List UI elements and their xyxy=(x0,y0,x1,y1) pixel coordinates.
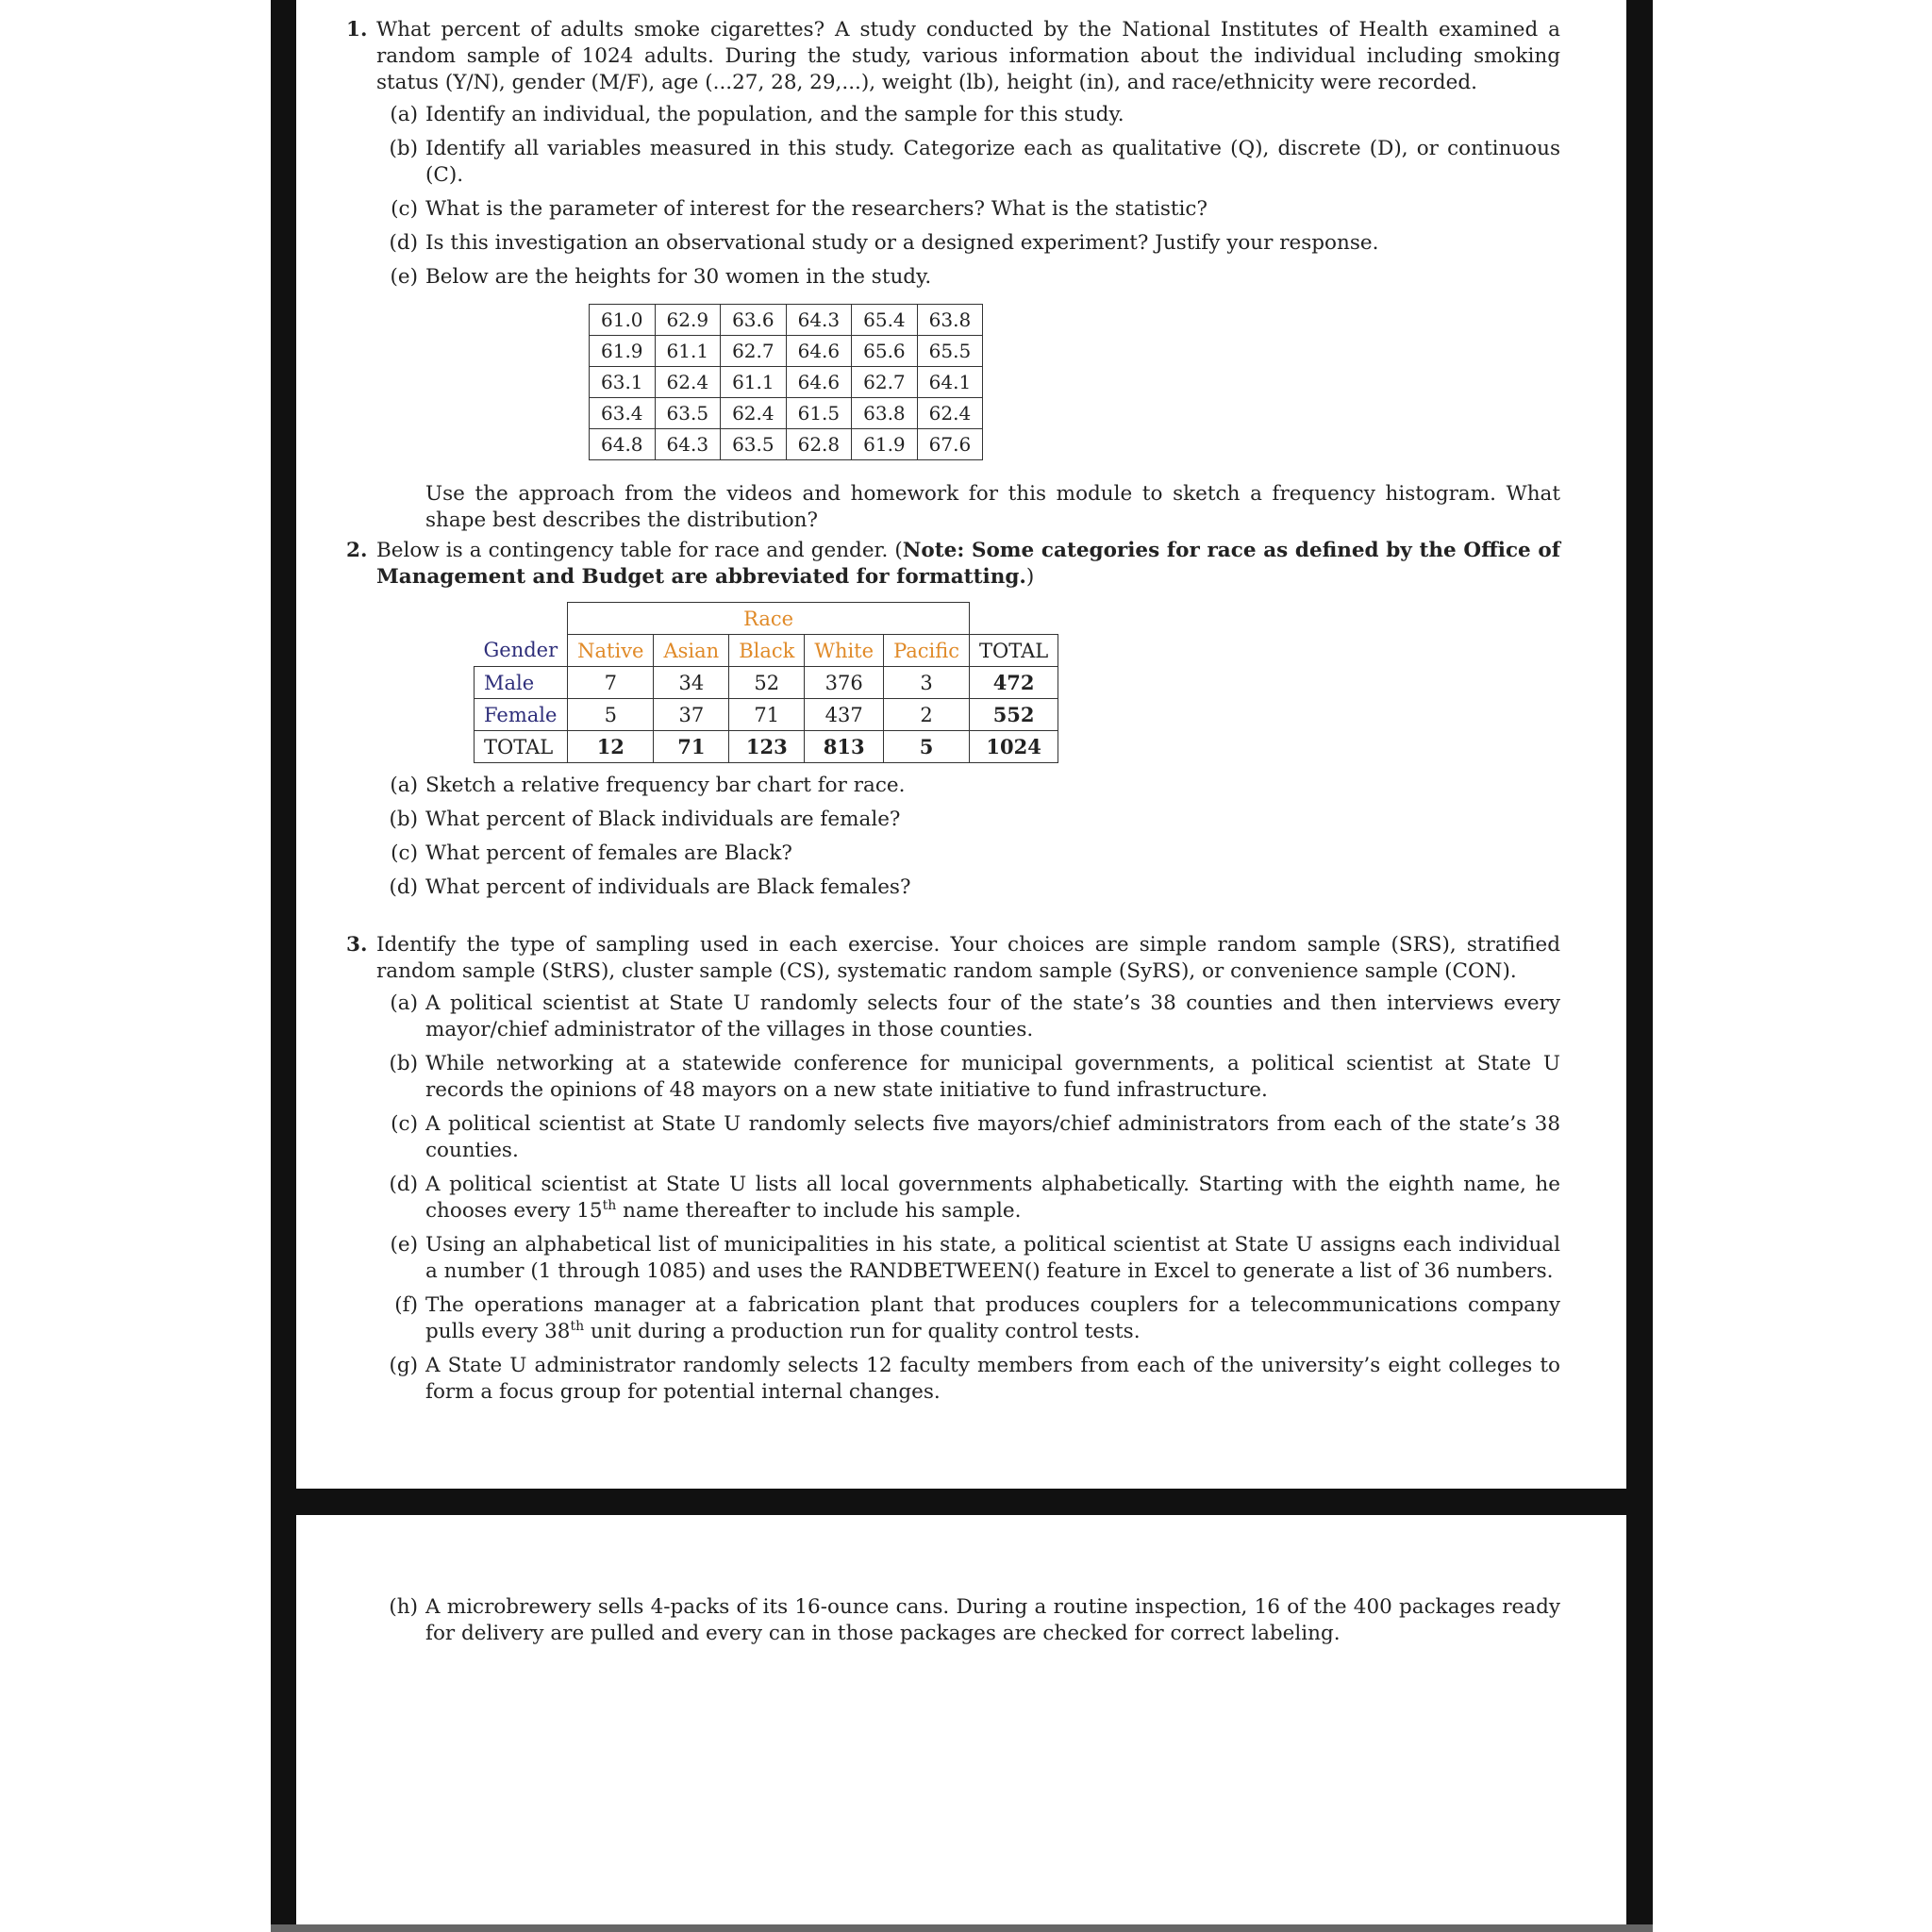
table-cell: 5 xyxy=(568,699,654,731)
part-label: (a) xyxy=(390,991,418,1015)
q3-part-h xyxy=(376,1594,1560,1647)
table-cell: 71 xyxy=(729,699,805,731)
part-label: (b) xyxy=(389,808,418,831)
question-3-text: Identify the type of sampling used in each exercise. Your choices are simple random sample (SRS), stratified random sample (StRS), cluster sample (CS), systematic random sample (SyRS), or convenience sample (CON). xyxy=(376,933,1560,983)
table-row xyxy=(475,731,1058,763)
total-header: TOTAL xyxy=(970,635,1058,667)
part-label: (c) xyxy=(391,1112,418,1136)
table-cell: 62.4 xyxy=(655,367,721,398)
q2-part-a xyxy=(376,773,1560,799)
table-row xyxy=(590,305,983,336)
contingency-table xyxy=(474,602,1058,763)
table-cell: 376 xyxy=(805,667,884,699)
question-1 xyxy=(346,17,1560,534)
row-total: 552 xyxy=(970,699,1058,731)
q3-part-g xyxy=(376,1353,1560,1406)
col-total: 813 xyxy=(805,731,884,763)
part-text: unit during a production run for quality control tests. xyxy=(584,1320,1141,1343)
table-cell: 65.6 xyxy=(852,336,918,367)
question-1-followup: Use the approach from the videos and homework for this module to sketch a frequency histogram. What shape best describes the distribution? xyxy=(425,482,1560,532)
part-label: (a) xyxy=(390,103,418,126)
table-cell: 63.6 xyxy=(721,305,787,336)
part-text: Using an alphabetical list of municipalities in his state, a political scientist at State U assigns each individual a number (1 through 1085) and uses the RANDBETWEEN() feature in Excel to generate a list of 36 numbers. xyxy=(425,1233,1560,1283)
table-cell: 63.4 xyxy=(590,398,656,429)
question-2-number: 2. xyxy=(346,539,368,562)
part-text: Identify an individual, the population, and the sample for this study. xyxy=(425,103,1124,126)
col-total: 123 xyxy=(729,731,805,763)
q1-part-b xyxy=(376,136,1560,189)
q2-part-c xyxy=(376,841,1560,867)
q3-part-e xyxy=(376,1232,1560,1285)
q1-part-d xyxy=(376,230,1560,257)
row-header: Male xyxy=(475,667,568,699)
q1-part-a xyxy=(376,102,1560,128)
row-header: Female xyxy=(475,699,568,731)
table-cell: 63.1 xyxy=(590,367,656,398)
table-cell: 64.8 xyxy=(590,429,656,460)
table-cell: 61.5 xyxy=(786,398,852,429)
part-label: (e) xyxy=(390,265,418,289)
q3-part-a xyxy=(376,991,1560,1043)
part-text: A microbrewery sells 4-packs of its 16-ounce cans. During a routine inspection, 16 of the 400 packages ready for delivery are pulled and every can in those packages are checked for correct labeling. xyxy=(425,1595,1560,1645)
part-text: The operations manager at a fabrication plant that produces couplers for a telecommunications company pulls every 38 xyxy=(425,1293,1560,1343)
table-cell: 63.8 xyxy=(917,305,983,336)
part-label: (a) xyxy=(390,774,418,797)
col-total: 5 xyxy=(884,731,970,763)
table-row xyxy=(475,667,1058,699)
table-cell: 61.1 xyxy=(721,367,787,398)
document-page-1 xyxy=(296,0,1626,1489)
totals-row-header: TOTAL xyxy=(475,731,568,763)
table-cell: 64.1 xyxy=(917,367,983,398)
q3-part-f xyxy=(376,1292,1560,1345)
q3-part-d xyxy=(376,1172,1560,1224)
part-text: A State U administrator randomly selects 12 faculty members from each of the university’s eight colleges to form a focus group for potential internal changes. xyxy=(425,1354,1560,1404)
q1-part-c xyxy=(376,196,1560,223)
part-text: Below are the heights for 30 women in the study. xyxy=(425,265,932,289)
part-label: (e) xyxy=(390,1233,418,1257)
table-cell: 62.9 xyxy=(655,305,721,336)
table-cell: 64.6 xyxy=(786,336,852,367)
table-cell: 7 xyxy=(568,667,654,699)
gender-header: Gender xyxy=(483,639,558,662)
table-cell: 3 xyxy=(884,667,970,699)
part-label: (d) xyxy=(389,875,418,899)
part-text: Sketch a relative frequency bar chart for race. xyxy=(425,774,906,797)
table-row xyxy=(475,699,1058,731)
q2-part-d xyxy=(376,874,1560,901)
part-label: (f) xyxy=(394,1293,418,1317)
part-text: A political scientist at State U randomly selects five mayors/chief administrators from each of the state’s 38 counties. xyxy=(425,1112,1560,1162)
part-text: What percent of females are Black? xyxy=(425,841,792,865)
col-total: 12 xyxy=(568,731,654,763)
table-cell: 64.6 xyxy=(786,367,852,398)
heights-table xyxy=(589,304,983,460)
question-2 xyxy=(346,538,1560,908)
document-page-2 xyxy=(296,1515,1626,1924)
grand-total: 1024 xyxy=(970,731,1058,763)
ordinal-suffix: th xyxy=(602,1197,617,1213)
table-cell: 62.7 xyxy=(852,367,918,398)
part-text: While networking at a statewide conference for municipal governments, a political scientist at State U records the opinions of 48 mayors on a new state initiative to fund infrastructure. xyxy=(425,1052,1560,1102)
table-cell: 67.6 xyxy=(917,429,983,460)
part-text: A political scientist at State U randomly selects four of the state’s 38 counties and then interviews every mayor/chief administrator of the villages in those counties. xyxy=(425,991,1560,1041)
part-label: (d) xyxy=(389,1173,418,1196)
table-row xyxy=(590,336,983,367)
col-header: White xyxy=(805,635,884,667)
table-cell: 62.8 xyxy=(786,429,852,460)
table-row xyxy=(590,367,983,398)
col-header: Pacific xyxy=(884,635,970,667)
col-header: Native xyxy=(568,635,654,667)
question-1-number: 1. xyxy=(346,18,368,42)
question-2-intro: Below is a contingency table for race and gender. ( xyxy=(376,539,903,562)
question-2-note: Note: Some categories for race as defined by the Office of Management and Budget are abbreviated for formatting. xyxy=(376,539,1560,589)
table-cell: 63.5 xyxy=(721,429,787,460)
col-header: Black xyxy=(729,635,805,667)
table-cell: 61.1 xyxy=(655,336,721,367)
table-cell: 65.4 xyxy=(852,305,918,336)
part-label: (c) xyxy=(391,841,418,865)
table-cell: 65.5 xyxy=(917,336,983,367)
table-cell: 63.5 xyxy=(655,398,721,429)
table-cell: 37 xyxy=(654,699,729,731)
part-label: (g) xyxy=(389,1354,418,1377)
part-text: What percent of individuals are Black females? xyxy=(425,875,911,899)
scroll-strip[interactable] xyxy=(271,1924,1653,1932)
table-row xyxy=(475,635,1058,667)
part-label: (b) xyxy=(389,137,418,160)
table-cell: 61.0 xyxy=(590,305,656,336)
table-cell: 61.9 xyxy=(590,336,656,367)
table-cell: 64.3 xyxy=(655,429,721,460)
part-label: (d) xyxy=(389,231,418,255)
question-2-close: ) xyxy=(1025,565,1035,589)
question-3-number: 3. xyxy=(346,933,368,957)
part-text: What percent of Black individuals are female? xyxy=(425,808,901,831)
part-label: (b) xyxy=(389,1052,418,1075)
table-cell: 2 xyxy=(884,699,970,731)
row-total: 472 xyxy=(970,667,1058,699)
part-text: Identify all variables measured in this study. Categorize each as qualitative (Q), discrete (D), or continuous (C). xyxy=(425,137,1560,187)
col-header: Asian xyxy=(654,635,729,667)
table-row xyxy=(590,398,983,429)
table-cell: 62.7 xyxy=(721,336,787,367)
part-label: (h) xyxy=(389,1595,418,1619)
table-cell: 34 xyxy=(654,667,729,699)
part-text: What is the parameter of interest for the researchers? What is the statistic? xyxy=(425,197,1208,221)
part-label: (c) xyxy=(391,197,418,221)
table-cell: 63.8 xyxy=(852,398,918,429)
q3-part-b xyxy=(376,1051,1560,1104)
question-3 xyxy=(346,932,1560,1413)
table-row xyxy=(475,603,1058,635)
q2-part-b xyxy=(376,807,1560,833)
part-text: A political scientist at State U lists all local governments alphabetically. Starting with the eighth name, he chooses every 15 xyxy=(425,1173,1560,1223)
question-3-continued xyxy=(376,1594,1560,1655)
q3-part-c xyxy=(376,1111,1560,1164)
part-text: name thereafter to include his sample. xyxy=(616,1199,1022,1223)
question-1-text: What percent of adults smoke cigarettes? A study conducted by the National Institutes of Health examined a random sample of 1024 adults. During the study, various information about the individual including smoking status (Y/N), gender (M/F), age (...27, 28, 29,...), weight (lb), height (in), and race/ethnicity were recorded. xyxy=(376,18,1560,94)
table-row xyxy=(590,429,983,460)
question-2-text xyxy=(376,538,1560,591)
table-cell: 62.4 xyxy=(917,398,983,429)
part-text: Is this investigation an observational study or a designed experiment? Justify your response. xyxy=(425,231,1379,255)
col-total: 71 xyxy=(654,731,729,763)
table-cell: 64.3 xyxy=(786,305,852,336)
table-cell: 52 xyxy=(729,667,805,699)
table-cell: 62.4 xyxy=(721,398,787,429)
q1-part-e xyxy=(376,264,1560,291)
race-header: Race xyxy=(568,603,970,635)
table-cell: 61.9 xyxy=(852,429,918,460)
ordinal-suffix: th xyxy=(570,1318,585,1334)
table-cell: 437 xyxy=(805,699,884,731)
